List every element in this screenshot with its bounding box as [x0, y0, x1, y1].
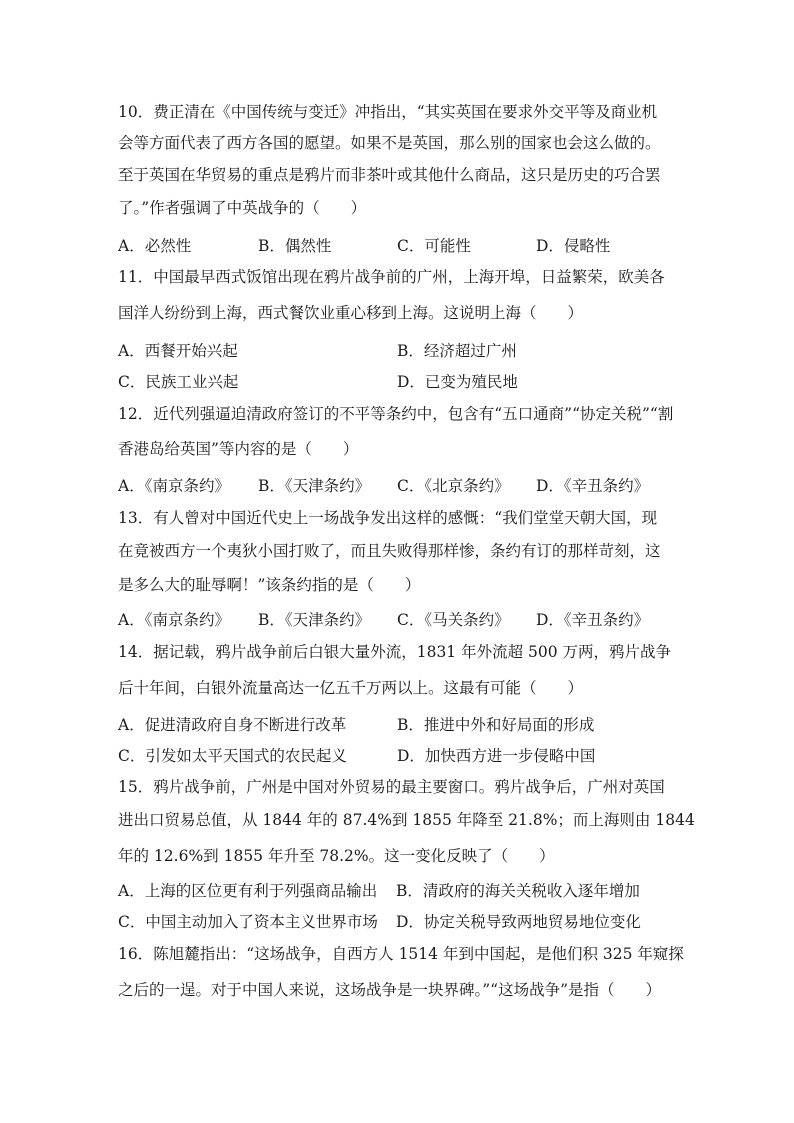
question-15-option-b: B．清政府的海关关税收入逐年增加	[396, 882, 640, 900]
question-11-stem-line-1: 11．中国最早西式饭馆出现在鸦片战争前的广州，上海开埠，日益繁荣，欧美各	[118, 268, 665, 286]
question-14-stem-line-2: 后十年间，白银外流量高达一亿五千万两以上。这最有可能（ ）	[118, 679, 584, 697]
question-10-stem-line-2: 会等方面代表了西方各国的愿望。如果不是英国，那么别的国家也会这么做的。	[118, 134, 661, 152]
question-13-option-d: D．《辛丑条约》	[536, 611, 650, 629]
question-16-stem-line-1: 16．陈旭麓指出：“这场战争，自西方人 1514 年到中国起，是他们积 325 年窥探	[118, 945, 684, 963]
question-12-option-a: A．《南京条约》	[118, 477, 230, 495]
question-10-option-b: B．偶然性	[258, 237, 332, 255]
question-11-option-a: A．西餐开始兴起	[118, 342, 238, 360]
question-12-stem-line-2: 香港岛给英国”等内容的是（ ）	[118, 440, 359, 458]
question-13-stem-line-2: 在竟被西方一个夷狄小国打败了，而且失败得那样惨，条约有订的那样苛刻，这	[118, 542, 661, 560]
question-15-option-a: A．上海的区位更有利于列强商品输出	[118, 882, 378, 900]
question-10-option-d: D．侵略性	[536, 237, 611, 255]
question-12-option-c: C．《北京条约》	[397, 477, 510, 495]
question-13-option-b: B．《天津条约》	[258, 611, 371, 629]
question-10-option-c: C．可能性	[397, 237, 471, 255]
question-13-stem-line-3: 是多么大的耻辱啊！”该条约指的是（ ）	[118, 576, 421, 594]
question-12-option-b: B．《天津条约》	[258, 477, 371, 495]
question-11-option-c: C．民族工业兴起	[118, 373, 239, 391]
question-14-option-b: B．推进中外和好局面的形成	[397, 716, 595, 734]
question-16-stem-line-2: 之后的一逞。对于中国人来说，这场战争是一块界碑。”“这场战争”是指（ ）	[118, 981, 662, 999]
question-15-stem-line-2: 进出口贸易总值，从 1844 年的 87.4%到 1855 年降至 21.8%；而上海则由 1844	[118, 811, 695, 829]
question-14-option-c: C．引发如太平天国式的农民起义	[118, 747, 347, 765]
question-10-stem-line-4: 了。”作者强调了中英战争的（ ）	[118, 199, 367, 217]
question-14-option-a: A．促进清政府自身不断进行改革	[118, 716, 347, 734]
question-15-stem-line-1: 15．鸦片战争前，广州是中国对外贸易的最主要窗口。鸦片战争后，广州对英国	[118, 778, 665, 796]
question-14-option-d: D．加快西方进一步侵略中国	[397, 747, 596, 765]
question-11-option-d: D．已变为殖民地	[397, 373, 518, 391]
question-10-option-a: A．必然性	[118, 237, 192, 255]
question-10-stem-line-1: 10．费正清在《中国传统与变迁》冲指出，“其实英国在要求外交平等及商业机	[118, 103, 658, 121]
question-13-stem-line-1: 13．有人曾对中国近代史上一场战争发出这样的感慨：“我们堂堂天朝大国，现	[118, 509, 658, 527]
question-15-option-c: C．中国主动加入了资本主义世界市场	[118, 913, 378, 931]
question-12-option-d: D．《辛丑条约》	[536, 477, 650, 495]
question-13-option-c: C．《马关条约》	[397, 611, 510, 629]
question-14-stem-line-1: 14．据记载，鸦片战争前后白银大量外流，1831 年外流超 500 万两，鸦片战争	[118, 643, 672, 661]
question-11-stem-line-2: 国洋人纷纷到上海，西式餐饮业重心移到上海。这说明上海（ ）	[118, 304, 584, 322]
question-13-option-a: A．《南京条约》	[118, 611, 230, 629]
question-15-stem-line-3: 年的 12.6%到 1855 年升至 78.2%。这一变化反映了（ ）	[118, 847, 555, 865]
question-11-option-b: B．经济超过广州	[397, 342, 517, 360]
question-10-stem-line-3: 至于英国在华贸易的重点是鸦片而非茶叶或其他什么商品，这只是历史的巧合罢	[118, 166, 661, 184]
question-12-stem-line-1: 12．近代列强逼迫清政府签订的不平等条约中，包含有“五口通商”“协定关税”“割	[118, 405, 674, 423]
question-15-option-d: D．协定关税导致两地贸易地位变化	[396, 913, 641, 931]
